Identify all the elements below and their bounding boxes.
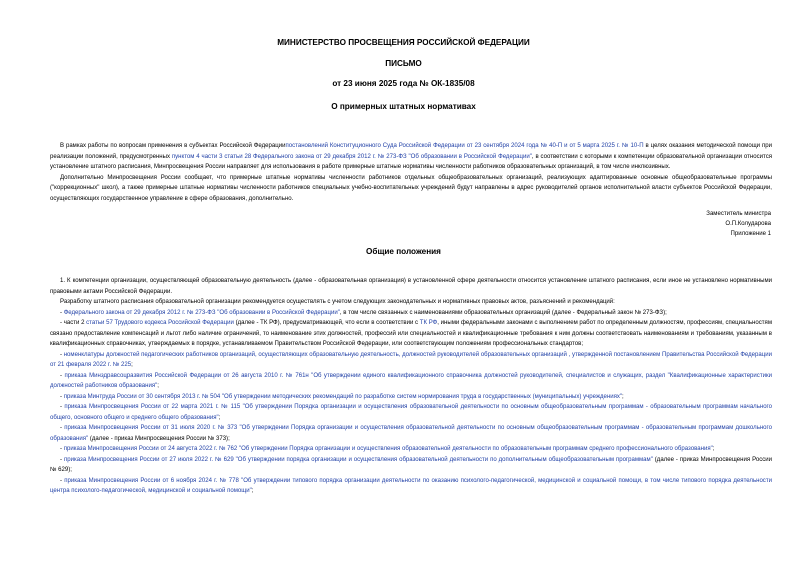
order-762-link[interactable]: приказа Минпросвещения России от 24 августа 2022 г. № 762 "Об утверждении Порядка организации и осуществления образовательной деятельности по образовательным программам среднего профессионального образования": [63, 446, 713, 452]
ministry-title: МИНИСТЕРСТВО ПРОСВЕЩЕНИЯ РОССИЙСКОЙ ФЕДЕРАЦИИ: [277, 38, 530, 47]
signature-name: О.П.Колударова: [725, 221, 771, 227]
item-10: - приказа Минпросвещения России от 24 августа 2022 г. № 762 "Об утверждении Порядка организации и осуществления образовательной деятельности по образовательным программам среднего профессионального образования";: [60, 446, 715, 452]
order-778-link[interactable]: приказа Минпросвещения России от 6 ноября 2024 г. № 778 "Об утверждении типового порядка организации деятельности по оказанию психолого-педагогической, медицинской и социальной помощи, в том числе типового порядка деятельности центра психолого-педагогической, медицинской и социальной помощи": [50, 477, 772, 494]
section-title: Общие положения: [366, 247, 441, 256]
federal-law-273-link[interactable]: пунктом 4 части 3 статьи 28 Федерального закона от 29 декабря 2012 г. № 273-ФЗ "Об образовании в Российской Федерации": [171, 153, 532, 160]
item-4: - части 2 статьи 57 Трудового кодекса Российской Федерации (далее - ТК РФ), предусматривающей, что если в соответствии с ТК РФ, иными федеральными законами с выполнением работ по определенным должностям, профессиям, специальностям связано предоставление компенсаций и льгот либо наличие ограничений, то наименование этих должностей, профессий или специальностей и квалификационные требования к ним должны соответствовать наименованиям и требованиям, указанным в квалификационных справочниках, утверждаемых в порядке, устанавливаемом Правительством Российской Федерации, или соответствующим положениям профессиональных стандартов;: [50, 320, 772, 347]
document-type: ПИСЬМО: [385, 59, 422, 68]
item-12: - приказа Минпросвещения России от 6 ноября 2024 г. № 778 "Об утверждении типового порядка организации деятельности по оказанию психолого-педагогической, медицинской и социальной помощи, в том числе типового порядка деятельности центра психолого-педагогической, медицинской и социальной помощи";: [50, 477, 772, 494]
order-115-link[interactable]: приказа Минпросвещения России от 22 марта 2021 г. № 115 "Об утверждении Порядка организации и осуществления образовательной деятельности по основным общеобразовательным программам - образовательным программам начального общего, основного общего и среднего общего образования": [50, 404, 772, 421]
labor-code-article-57-link[interactable]: статьи 57 Трудового кодекса Российской Федерации: [86, 320, 234, 326]
item-5: - номенклатуры должностей педагогических работников организаций, осуществляющих образовательную деятельность, должностей руководителей образовательных организаций , утвержденной постановлением Правительства Российской Федерации от 21 февраля 2022 г. № 225;: [50, 351, 772, 368]
appendix-label: Приложение 1: [730, 231, 771, 237]
signature-position: Заместитель министра: [706, 211, 771, 217]
document-date-number: от 23 июня 2025 года № ОК-1835/08: [332, 79, 475, 88]
item-8: - приказа Минпросвещения России от 22 марта 2021 г. № 115 "Об утверждении Порядка организации и осуществления образовательной деятельности по основным общеобразовательным программам - образовательным программам начального общего, основного общего и среднего общего образования";: [50, 404, 772, 421]
item-6: - приказа Минздравсоцразвития Российской Федерации от 26 августа 2010 г. № 761н "Об утверждении единого квалификационного справочника должностей руководителей, специалистов и служащих, раздел "Квалификационные характеристики должностей работников образования";: [50, 372, 772, 389]
labor-code-link[interactable]: ТК РФ: [419, 320, 438, 326]
item-7: - приказа Минтруда России от 30 сентября 2013 г. № 504 "Об утверждении методических рекомендаций по разработке систем нормирования труда в государственных (муниципальных) учреждениях";: [60, 393, 624, 400]
order-629-link[interactable]: приказа Минпросвещения России от 27 июля 2022 г. № 629 "Об утверждении порядка организации и осуществления образовательной деятельности по дополнительным общеобразовательным программам": [63, 456, 653, 463]
order-373-link[interactable]: приказа Минпросвещения России от 31 июля 2020 г. № 373 "Об утверждении Порядка организации и осуществления образовательной деятельности по основным общеобразовательным программам - образовательным программам дошкольного образования": [50, 425, 772, 442]
item-3: - Федерального закона от 29 декабря 2012 г. № 273-ФЗ "Об образовании в Российской Федерации", в том числе связанных с наименованиями образовательных организаций (далее - Федеральный закон № 273-ФЗ);: [60, 309, 667, 316]
constitutional-court-link[interactable]: постановлений Конституционного Суда Российской Федерации от 23 сентября 2024 года № 40-П и от 5 марта 2025 г. № 10-П: [285, 143, 644, 149]
item-11: - приказа Минпросвещения России от 27 июля 2022 г. № 629 "Об утверждении порядка организации и осуществления образовательной деятельности по дополнительным общеобразовательным программам" (далее - приказ Минпросвещения России № 629);: [50, 456, 772, 473]
document-subject: О примерных штатных нормативах: [331, 102, 476, 111]
item-2: Разработку штатного расписания образовательной организации рекомендуется осуществлять с учетом следующих законодательных и нормативных правовых актов, разъяснений и рекомендаций:: [60, 299, 615, 305]
intro-block: [50, 141, 772, 204]
general-provisions-block: [50, 276, 772, 497]
item-9: - приказа Минпросвещения России от 31 июля 2020 г. № 373 "Об утверждении Порядка организации и осуществления образовательной деятельности по основным общеобразовательным программам - образовательным программам дошкольного образования" (далее - приказ Минпросвещения России № 373);: [50, 425, 772, 442]
order-761n-link[interactable]: приказа Минздравсоцразвития Российской Федерации от 26 августа 2010 г. № 761н "Об утверждении единого квалификационного справочника должностей руководителей, специалистов и служащих, раздел "Квалификационные характеристики должностей работников образования": [50, 372, 772, 389]
intro-paragraph-1: В рамках работы по вопросам применения в субъектах Российской Федерациипостановлений Конституционного Суда Российской Федерации от 23 сентября 2024 года № 40-П и от 5 марта 2025 г. № 10-П в целях оказания методической помощи при реализации положений, предусмотренных пунктом 4 части 3 статьи 28 Федерального закона от 29 декабря 2012 г. № 273-ФЗ "Об образовании в Российской Федерации", в соответствии с которыми к компетенции образовательной организации относится установление штатного расписания, Минпросвещения России направляет для использования в работе примерные штатные нормативы численности работников образовательных организаций, в том числе инклюзивных.: [50, 143, 772, 170]
intro-paragraph-2: Дополнительно Минпросвещения России сообщает, что примерные штатные нормативы численности работников отдельных общеобразовательных организаций, реализующих адаптированные основные общеобразовательные программы ("коррекционных" школ), а также примерные штатные нормативы численности работников специальных учебно-воспитательных учреждений будут направлены в адрес руководителей органов исполнительной власти субъектов Российской Федерации, осуществляющих государственное управление в сфере образования, дополнительно.: [50, 174, 772, 202]
order-504-link[interactable]: приказа Минтруда России от 30 сентября 2013 г. № 504 "Об утверждении методических рекомендаций по разработке систем нормирования труда в государственных (муниципальных) учреждениях": [63, 393, 623, 400]
item-1: 1. К компетенции организации, осуществляющей образовательную деятельность (далее - образовательная организация) в установленной сфере деятельности относится установление штатного расписания, если иное не установлено нормативными правовыми актами Российской Федерации.: [50, 278, 772, 295]
nomenclature-link[interactable]: номенклатуры должностей педагогических работников организаций, осуществляющих образовательную деятельность, должностей руководителей образовательных организаций , утвержденной постановлением Правительства Российской Федерации от 21 февраля 2022 г. № 225: [50, 351, 772, 368]
law-273-link[interactable]: Федерального закона от 29 декабря 2012 г. № 273-ФЗ "Об образовании в Российской Федерации": [63, 309, 340, 316]
